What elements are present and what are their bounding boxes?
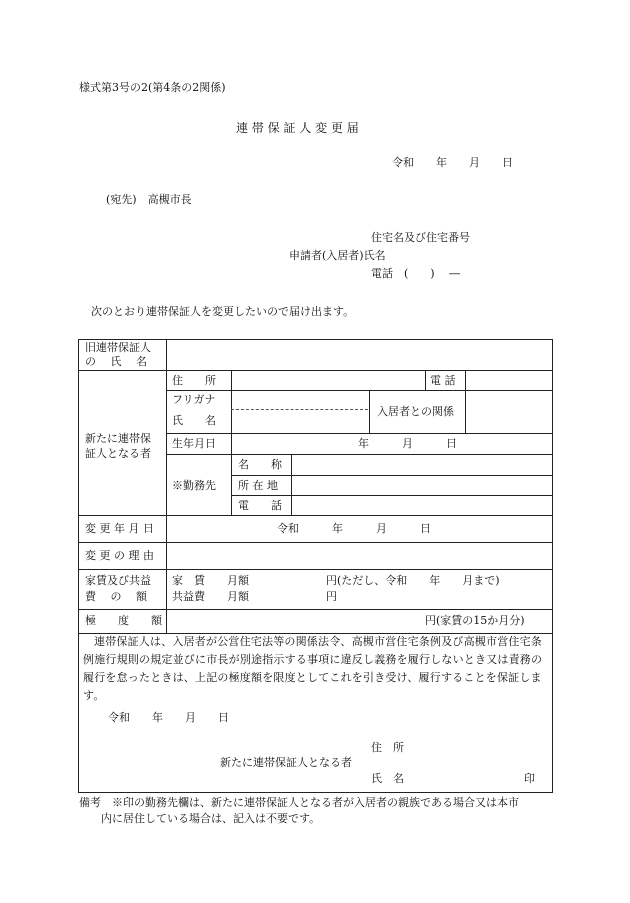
limit-amount-label: 極 度 額 — [85, 614, 162, 627]
workplace-label: ※勤務先 — [172, 479, 216, 492]
pledge-text: 連帯保証人は、入居者が公営住宅法等の関係法令、高槻市営住宅条例及び高槻市営住宅条例施行規則の規定並びに市長が別途指示する事項に違反し義務を履行しないとき又は責務の履行を怠ったときは、上記の極度額を限度としてこれを引き受け、履行することを保証します。 — [83, 635, 543, 702]
intro-text: 次のとおり連帯保証人を変更したいので届け出ます。 — [91, 305, 355, 318]
change-date-value: 令和 年 月 日 — [277, 522, 431, 535]
change-reason-label: 変 更 の 理 由 — [85, 549, 154, 562]
rent-label-2: 費 の 額 — [85, 590, 147, 603]
rent-label: 家賃及び共益 — [85, 574, 151, 587]
note-line-1: 備考 ※印の勤務先欄は、新たに連帯保証人となる者が入居者の親族である場合又は本市 — [79, 796, 519, 809]
form-number: 様式第3号の2(第4条の2関係) — [79, 81, 226, 94]
workplace-address-label: 所 在 地 — [238, 479, 278, 492]
signer-address-label: 住 所 — [371, 741, 404, 754]
note-line-2: 内に居住している場合は、記入は不要です。 — [101, 812, 321, 825]
change-date-label: 変 更 年 月 日 — [85, 522, 154, 535]
signer-name-label: 氏 名 — [371, 772, 404, 785]
old-guarantor-label-2: の 氏 名 — [85, 355, 147, 368]
phone-label: 電 話 — [430, 374, 456, 387]
old-guarantor-label: 旧連帯保証人 — [85, 341, 151, 354]
common-fee-line: 共益費 月額 円 — [172, 590, 337, 603]
applicant-address-label: 住宅名及び住宅番号 — [371, 231, 470, 244]
workplace-name-label: 名 称 — [238, 458, 282, 471]
applicant-name-label: 申請者(入居者)氏名 — [289, 249, 386, 262]
furigana-label: フリガナ — [172, 393, 216, 406]
form-title: 連 帯 保 証 人 変 更 届 — [236, 121, 359, 135]
limit-amount-value: 円(家賃の15か月分) — [425, 614, 525, 627]
submission-date: 令和 年 月 日 — [392, 156, 513, 169]
seal-mark: 印 — [524, 772, 535, 785]
relation-label: 入居者との関係 — [377, 405, 454, 418]
rent-line: 家 賃 月額 円(ただし、令和 年 月まで) — [172, 574, 500, 587]
name-label: 氏 名 — [172, 414, 216, 427]
new-guarantor-label-2: 証人となる者 — [85, 447, 151, 460]
signer-role-label: 新たに連帯保証人となる者 — [220, 756, 352, 769]
new-guarantor-label: 新たに連帯保 — [85, 432, 151, 445]
applicant-phone-label: 電話 ( ) ― — [371, 267, 461, 280]
birth-date-label: 生年月日 — [172, 437, 216, 450]
workplace-phone-label: 電 話 — [238, 499, 282, 512]
pledge-date: 令和 年 月 日 — [108, 711, 229, 724]
birth-date-value: 年 月 日 — [358, 437, 457, 450]
addressee: (宛先) 高槻市長 — [106, 193, 192, 206]
address-label: 住 所 — [172, 374, 216, 387]
